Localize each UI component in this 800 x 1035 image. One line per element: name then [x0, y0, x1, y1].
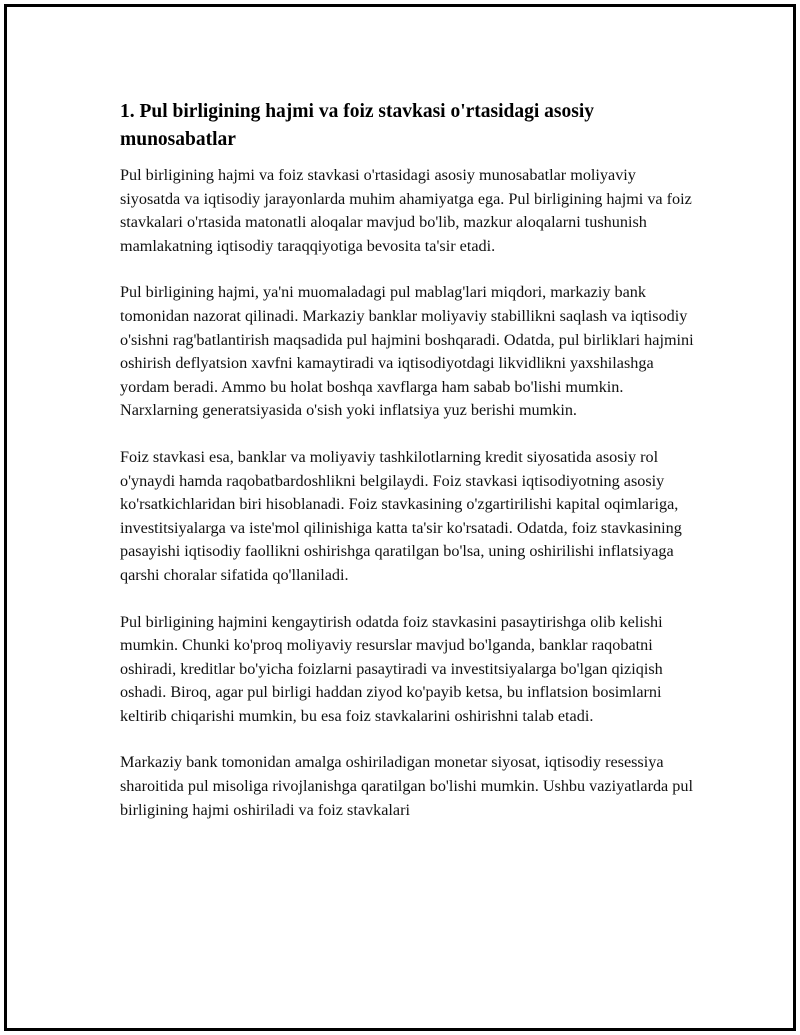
page-frame [4, 4, 796, 1031]
paragraph-4: Pul birligining hajmini kengaytirish odatda foiz stavkasini pasaytirishga olib kelishi mumkin. Chunki ko'proq moliyaviy resurslar mavjud bo'lganda, banklar raqobatni oshiradi, kreditlar bo'yicha foizlarni pasaytiradi va investitsiyalarga bo'lgan qiziqish oshadi. Biroq, agar pul birligi haddan ziyod ko'payib ketsa, bu inflatsion bosimlarni keltirib chiqarishi mumkin, bu esa foiz stavkalarini oshirishni talab etadi. [120, 612, 663, 725]
paragraph-3: Foiz stavkasi esa, banklar va moliyaviy tashkilotlarning kredit siyosatida asosiy rol o'ynaydi hamda raqobatbardoshlikni belgilaydi. Foiz stavkasi iqtisodiyotning asosiy ko'rsatkichlaridan biri hisoblanadi. Foiz stavkasining o'zgartirilishi kapital oqimlariga, investitsiyalarga va iste'mol qilinishiga katta ta'sir ko'rsatadi. Odatda, foiz stavkasining pasayishi iqtisodiy faollikni oshirishga qaratilgan bo'lsa, uning oshirilishi inflatsiyaga qarshi choralar sifatida qo'llaniladi. [120, 447, 682, 584]
paragraph-1: Pul birligining hajmi va foiz stavkasi o'rtasidagi asosiy munosabatlar moliyaviy siyosatda va iqtisodiy jarayonlarda muhim ahamiyatga ega. Pul birligining hajmi va foiz stavkalari o'rtasida matonatli aloqalar mavjud bo'lib, mazkur aloqalarni tushunish mamlakatning iqtisodiy taraqqiyotiga bevosita ta'sir etadi. [120, 166, 692, 255]
document-body [120, 98, 700, 845]
section-heading: 1. Pul birligining hajmi va foiz stavkasi o'rtasidagi asosiy munosabatlar [120, 101, 595, 150]
paragraph-5: Markaziy bank tomonidan amalga oshiriladigan monetar siyosat, iqtisodiy resessiya sharoitida pul misoliga rivojlanishga qaratilgan bo'lishi mumkin. Ushbu vaziyatlarda pul birligining hajmi oshiriladi va foiz stavkalari [120, 753, 693, 819]
paragraph-2: Pul birligining hajmi, ya'ni muomaladagi pul mablag'lari miqdori, markaziy bank tomonidan nazorat qilinadi. Markaziy banklar moliyaviy stabillikni saqlash va iqtisodiy o'sishni rag'batlantirish maqsadida pul hajmini boshqaradi. Odatda, pul birliklari hajmini oshirish deflyatsion xavfni kamaytiradi va iqtisodiyotdagi likvidlikni yaxshilashga yordam beradi. Ammo bu holat boshqa xavflarga ham sabab bo'lishi mumkin. Narxlarning generatsiyasida o'sish yoki inflatsiya yuz berishi mumkin. [120, 283, 694, 420]
